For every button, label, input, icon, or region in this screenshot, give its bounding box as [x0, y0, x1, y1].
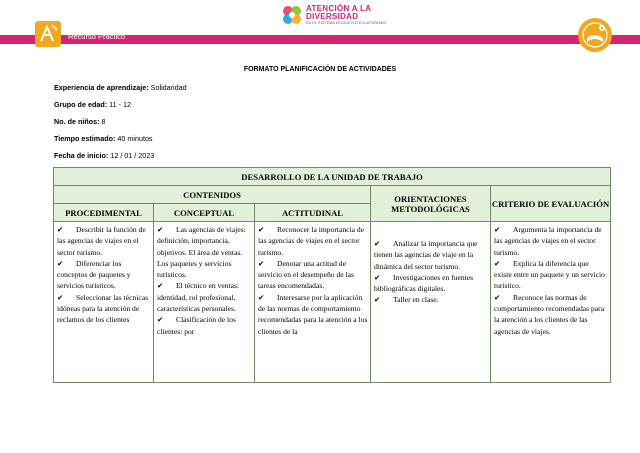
- field-value: 40 minutos: [115, 134, 153, 143]
- procedimental-cell: [54, 222, 154, 383]
- orientaciones-cell: [371, 222, 491, 383]
- check-icon: ✔: [374, 272, 381, 282]
- list-item: ✔ Interesarse por la aplicación de las normas de comportamiento recomendadas para la atención a los clientes de la: [258, 292, 368, 336]
- check-icon: ✔: [57, 292, 64, 302]
- actitudinal-cell: [255, 222, 371, 383]
- field-fecha: [54, 151, 154, 160]
- field-label: Fecha de inicio:: [54, 151, 109, 160]
- list-item: ✔ Reconocer la importancia de las agencias de viajes en el sector turismo.: [258, 225, 365, 257]
- field-value: 11 - 12: [107, 100, 131, 109]
- list-item: ✔ Analizar la importancia que tienen las agencias de viaje en la dinámica del sector turismo.: [374, 239, 478, 271]
- list-item: ✔ Diferenciar los conceptos de paquetes y servicios turísticos.: [57, 258, 131, 291]
- actitudinal-header: ACTITUDINAL: [255, 204, 371, 222]
- check-icon: ✔: [157, 281, 164, 291]
- check-icon: ✔: [57, 258, 64, 268]
- field-label: No. de niños:: [54, 117, 100, 126]
- field-value: Solidaridad: [148, 83, 187, 92]
- check-icon: ✔: [374, 295, 381, 305]
- gear-book-icon: [574, 14, 616, 54]
- table-title: DESARROLLO DE LA UNIDAD DE TRABAJO: [54, 168, 611, 186]
- list-item: ✔ Argumenta la importancia de las agencias de viajes en el sector turismo.: [494, 225, 602, 257]
- field-grupo-edad: [54, 100, 131, 109]
- atencion-diversidad-logo: [281, 4, 387, 26]
- list-item: ✔ El técnico en ventas: identidad, rol profesional, características personales.: [157, 281, 240, 314]
- check-icon: ✔: [258, 258, 265, 268]
- conceptual-cell: [154, 222, 255, 383]
- field-label: Grupo de edad:: [54, 100, 108, 109]
- list-item: ✔ Las agencias de viajes: definición, importancia, objetivos. El área de ventas. Los paquetes y servicios turísticos.: [157, 225, 246, 280]
- list-item: ✔ Seleccionar las técnicas idóneas para la atención de reclamos de los clientes: [57, 292, 149, 325]
- list-item: ✔ Reconoce las normas de comportamiento recomendadas para la atención a los clientes de las agencias de viajes.: [494, 292, 605, 336]
- check-icon: ✔: [258, 225, 265, 234]
- field-label: Tiempo estimado:: [54, 134, 116, 143]
- conceptual-header: CONCEPTUAL: [154, 204, 255, 222]
- list-item: ✔ Denotar una actitud de servicio en el desempeño de las tareas encomendadas.: [258, 258, 354, 291]
- field-value: 8: [99, 117, 106, 126]
- criterio-cell: [491, 222, 611, 383]
- check-icon: ✔: [157, 225, 164, 234]
- check-icon: ✔: [258, 292, 265, 302]
- check-icon: ✔: [494, 225, 501, 234]
- contenidos-header: CONTENIDOS: [54, 186, 371, 204]
- field-experiencia: [54, 83, 187, 92]
- orientaciones-header: ORIENTACIONES METODOLÓGICAS: [371, 186, 491, 222]
- list-item: ✔ Describir la función de las agencias de viajes en el sector turismo.: [57, 225, 146, 257]
- check-icon: ✔: [494, 292, 501, 302]
- logo-line2: DIVERSIDAD: [306, 11, 359, 21]
- check-icon: ✔: [57, 225, 64, 234]
- list-item: ✔ Taller en clase.: [374, 295, 439, 305]
- diversity-logo-icon: [281, 4, 303, 26]
- check-icon: ✔: [374, 239, 381, 248]
- field-no-ninos: [54, 117, 106, 126]
- list-item: ✔ Investigaciones en fuentes bibliográficas digitales.: [374, 272, 474, 294]
- check-icon: ✔: [494, 258, 501, 268]
- planning-table: [53, 167, 611, 383]
- procedimental-header: PROCEDIMENTAL: [54, 204, 154, 222]
- list-item: ✔ Clasificación de los clientes: por: [157, 315, 236, 336]
- list-item: ✔ Explica la diferencia que existe entre un paquete y un servicio turístico.: [494, 258, 605, 291]
- logo-line3: EN EL SISTEMA EDUCATIVO ECUATORIANO: [306, 20, 387, 25]
- criterio-header: CRITERIO DE EVALUACIÓN: [491, 186, 611, 222]
- field-label: Experiencia de aprendizaje:: [54, 83, 149, 92]
- badge-label: Recurso Práctico: [68, 32, 126, 41]
- check-icon: ✔: [157, 315, 164, 325]
- logo-line1: ATENCIÓN A LA: [306, 3, 372, 13]
- field-value: 12 / 01 / 2023: [108, 151, 155, 160]
- document-title: FORMATO PLANIFICACIÓN DE ACTIVIDADES: [243, 66, 397, 73]
- field-tiempo: [54, 134, 153, 143]
